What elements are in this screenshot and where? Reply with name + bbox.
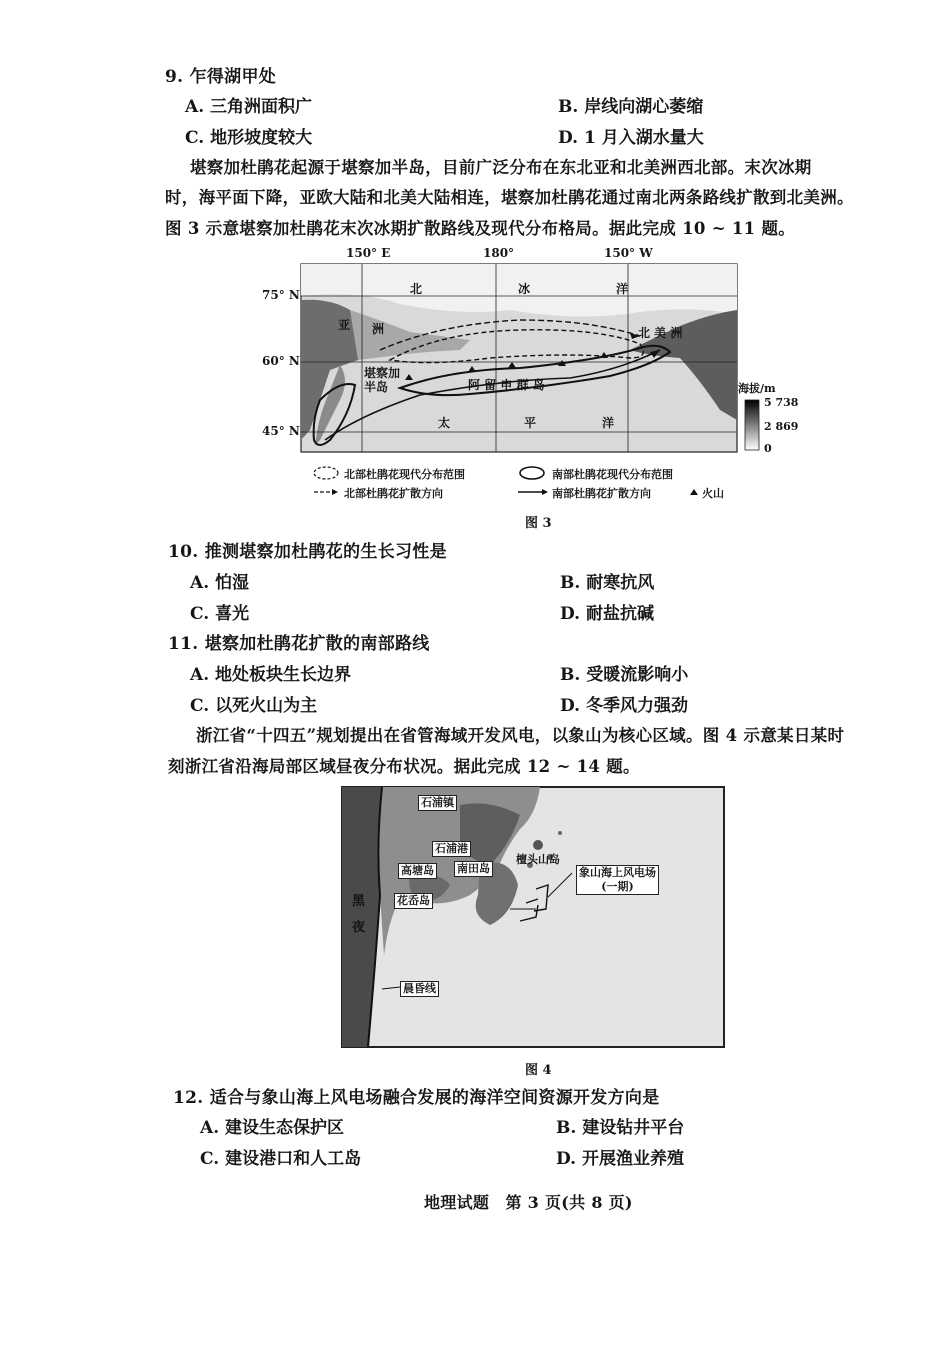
q9-option-b: B. 岸线向湖心萎缩 xyxy=(558,97,704,117)
legend-south-direction: 南部杜鹃花扩散方向 xyxy=(552,487,651,500)
label-zhou: 洲 xyxy=(372,322,385,336)
label-gaotang-island: 高塘岛 xyxy=(398,863,437,879)
q10-option-c: C. 喜光 xyxy=(190,604,250,624)
legend-north-range: 北部杜鹃花现代分布范围 xyxy=(344,468,465,481)
q9-option-c: C. 地形坡度较大 xyxy=(185,128,313,148)
q12-option-a: A. 建设生态保护区 xyxy=(200,1118,345,1138)
q11-option-a: A. 地处板块生长边界 xyxy=(190,665,352,685)
label-kamchatka: 堪察加 半岛 xyxy=(364,366,401,394)
legend-south-range: 南部杜鹃花现代分布范围 xyxy=(552,468,673,481)
label-windfarm: 象山海上风电场 (一期) xyxy=(576,865,659,895)
label-shipu-town: 石浦镇 xyxy=(418,795,457,811)
label-north-america: 北 美 洲 xyxy=(638,326,683,340)
label-bei: 北 xyxy=(410,282,423,296)
lat-label-60n: 60° N xyxy=(262,354,300,368)
q11-option-c: C. 以死火山为主 xyxy=(190,696,318,716)
fig3-caption: 图 3 xyxy=(525,516,552,531)
legend-north-direction: 北部杜鹃花扩散方向 xyxy=(344,487,443,500)
label-yang2: 洋 xyxy=(602,416,615,430)
figure-4 xyxy=(340,785,730,1085)
passage1-line3: 图 3 示意堪察加杜鹃花末次冰期扩散路线及现代分布格局。据此完成 10 ~ 11 题。 xyxy=(165,219,796,238)
elevation-max: 5 738 xyxy=(764,396,799,409)
legend-volcano: 火山 xyxy=(702,487,724,500)
q10-option-a: A. 怕湿 xyxy=(190,573,250,593)
label-huaao-island: 花岙岛 xyxy=(394,893,433,909)
q9-stem: 9. 乍得湖甲处 xyxy=(165,67,277,87)
passage2-line2: 刻浙江省沿海局部区域昼夜分布状况。据此完成 12 ~ 14 题。 xyxy=(168,757,640,776)
label-tantou-island: 檀头山岛 xyxy=(516,853,560,866)
elevation-mid: 2 869 xyxy=(764,420,799,433)
passage1-line2: 时，海平面下降，亚欧大陆和北美大陆相连，堪察加杜鹃花通过南北两条路线扩散到北美洲。 xyxy=(165,188,854,207)
lon-label-150w: 150° W xyxy=(604,246,653,260)
label-ping: 平 xyxy=(524,416,537,430)
label-bing: 冰 xyxy=(518,282,531,296)
label-night: 黑 夜 xyxy=(352,894,366,935)
label-yang1: 洋 xyxy=(616,282,629,296)
q11-option-d: D. 冬季风力强劲 xyxy=(560,696,688,716)
label-nantian-island: 南田岛 xyxy=(454,861,493,877)
label-terminator: 晨昏线 xyxy=(400,981,439,997)
q10-option-d: D. 耐盐抗碱 xyxy=(560,604,654,624)
q9-option-a: A. 三角洲面积广 xyxy=(185,97,313,117)
q10-option-b: B. 耐寒抗风 xyxy=(560,573,655,593)
elevation-min: 0 xyxy=(764,442,772,455)
q9-option-d: D. 1 月入湖水量大 xyxy=(558,128,704,148)
lon-label-150e: 150° E xyxy=(346,246,391,260)
fig4-caption: 图 4 xyxy=(525,1063,552,1078)
lon-label-180: 180° xyxy=(483,246,515,260)
passage2-line1: 浙江省“十四五”规划提出在省管海域开发风电，以象山为核心区域。图 4 示意某日某时 xyxy=(196,726,845,745)
q12-option-c: C. 建设港口和人工岛 xyxy=(200,1149,362,1169)
elevation-scale-bar xyxy=(745,400,759,450)
elevation-title: 海拔/m xyxy=(738,382,776,395)
lat-label-45n: 45° N xyxy=(262,424,300,438)
label-aleutian: 阿 留 申 群 岛 xyxy=(468,378,545,392)
page-footer: 地理试题 第 3 页(共 8 页) xyxy=(424,1193,633,1212)
q11-stem: 11. 堪察加杜鹃花扩散的南部路线 xyxy=(168,634,430,654)
label-shipu-port: 石浦港 xyxy=(432,841,471,857)
label-ya: 亚 xyxy=(338,318,351,332)
q11-option-b: B. 受暖流影响小 xyxy=(560,665,689,685)
label-tai: 太 xyxy=(438,416,451,430)
figure-3 xyxy=(240,240,810,530)
q12-option-b: B. 建设钻井平台 xyxy=(556,1118,685,1138)
passage1-line1: 堪察加杜鹃花起源于堪察加半岛，目前广泛分布在东北亚和北美洲西北部。末次冰期 xyxy=(190,158,812,177)
q10-stem: 10. 推测堪察加杜鹃花的生长习性是 xyxy=(168,542,447,562)
q12-stem: 12. 适合与象山海上风电场融合发展的海洋空间资源开发方向是 xyxy=(173,1088,660,1108)
fig4-map xyxy=(340,785,726,1049)
fig3-map xyxy=(240,240,810,465)
q12-option-d: D. 开展渔业养殖 xyxy=(556,1149,684,1169)
lat-label-75n: 75° N xyxy=(262,288,300,302)
